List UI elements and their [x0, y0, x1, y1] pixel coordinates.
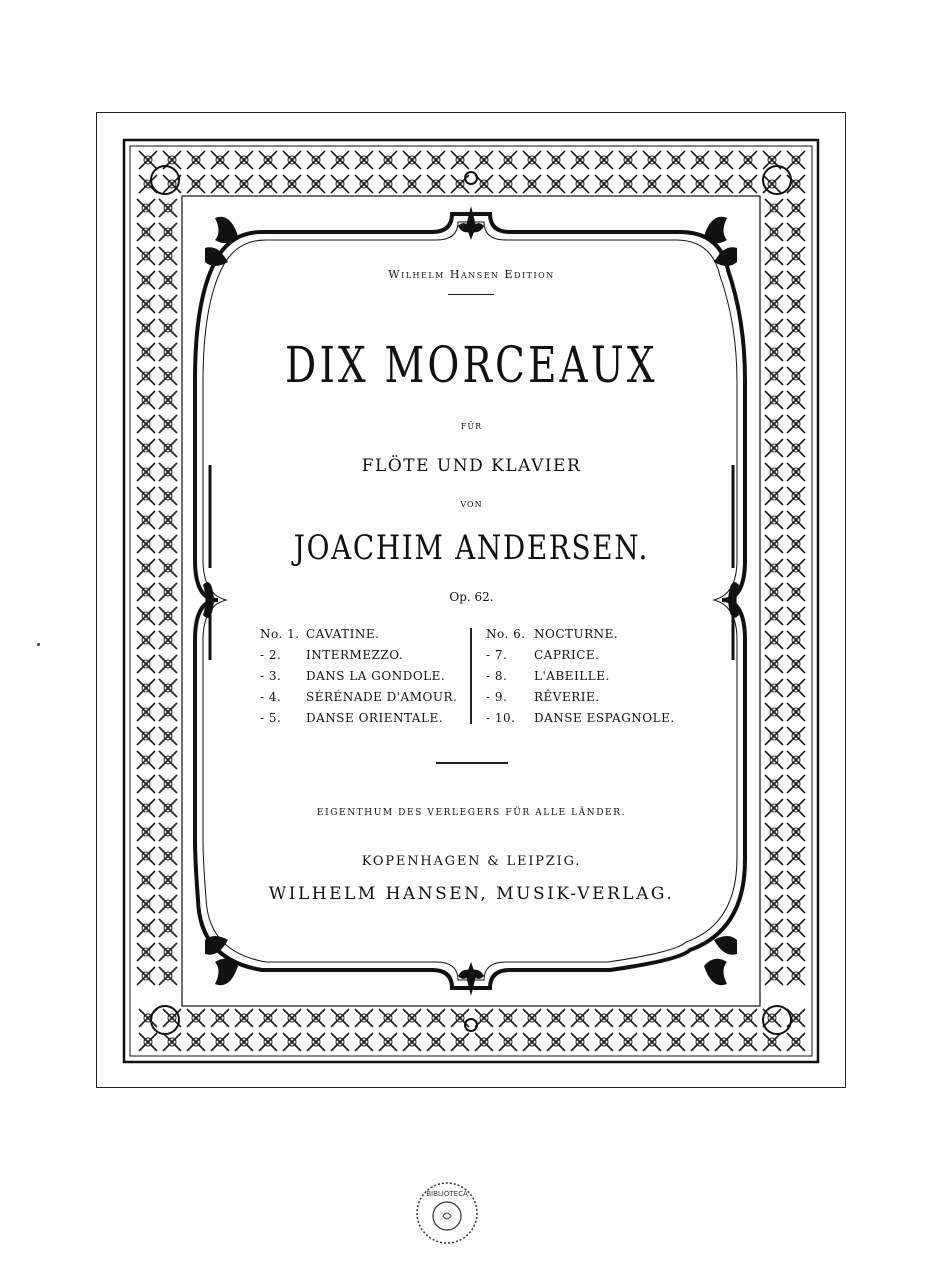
piece-item [260, 708, 457, 729]
edition-label: Wilhelm Hansen Edition [388, 268, 555, 281]
piece-number: No. 1. [260, 627, 300, 641]
instruments-line: FLÖTE UND KLAVIER [361, 456, 582, 476]
piece-title: SÉRÉNADE D'AMOUR. [306, 690, 458, 704]
piece-title: CAPRICE. [534, 648, 600, 662]
piece-number: - 10. [486, 711, 516, 725]
piece-number: - 5. [260, 711, 282, 725]
piece-number: - 8. [486, 669, 508, 683]
stamp-text: BIBLIOTECA [426, 1190, 468, 1198]
for-word: FÜR [460, 422, 483, 431]
piece-list-left [260, 624, 457, 729]
piece-item [260, 666, 457, 687]
margin-speck [37, 643, 40, 646]
piece-item [486, 645, 675, 666]
opus-number: Op. 62. [449, 590, 494, 604]
composer-name: JOACHIM ANDERSEN. [293, 528, 650, 568]
rights-notice: EIGENTHUM DES VERLEGERS FÜR ALLE LÄNDER. [316, 808, 627, 818]
piece-title: L'ABEILLE. [534, 669, 610, 683]
piece-number: - 9. [486, 690, 508, 704]
library-stamp [412, 1178, 482, 1248]
palmette-bottom-right-icon [704, 936, 737, 985]
column-divider [470, 628, 472, 724]
piece-number: - 4. [260, 690, 282, 704]
piece-title: DANSE ORIENTALE. [306, 711, 444, 725]
publisher-name: WILHELM HANSEN, MUSIK-VERLAG. [268, 884, 675, 904]
piece-title: CAVATINE. [306, 627, 380, 641]
piece-item [260, 687, 457, 708]
piece-title: RÊVERIE. [534, 690, 600, 704]
piece-number: No. 6. [486, 627, 526, 641]
piece-item [486, 624, 675, 645]
piece-item [260, 624, 457, 645]
piece-title: DANS LA GONDOLE. [306, 669, 446, 683]
piece-title: INTERMEZZO. [306, 648, 404, 662]
by-word: VON [460, 500, 483, 509]
section-divider [436, 762, 508, 764]
piece-item [486, 687, 675, 708]
edition-divider [448, 294, 494, 295]
piece-number: - 7. [486, 648, 508, 662]
piece-list-right [486, 624, 675, 729]
piece-number: - 2. [260, 648, 282, 662]
piece-item [486, 708, 675, 729]
page-title: DIX MORCEAUX [285, 336, 658, 394]
piece-item [486, 666, 675, 687]
piece-title: DANSE ESPAGNOLE. [534, 711, 675, 725]
piece-number: - 3. [260, 669, 282, 683]
publication-place: KOPENHAGEN & LEIPZIG. [361, 854, 582, 869]
piece-item [260, 645, 457, 666]
piece-title: NOCTURNE. [534, 627, 619, 641]
